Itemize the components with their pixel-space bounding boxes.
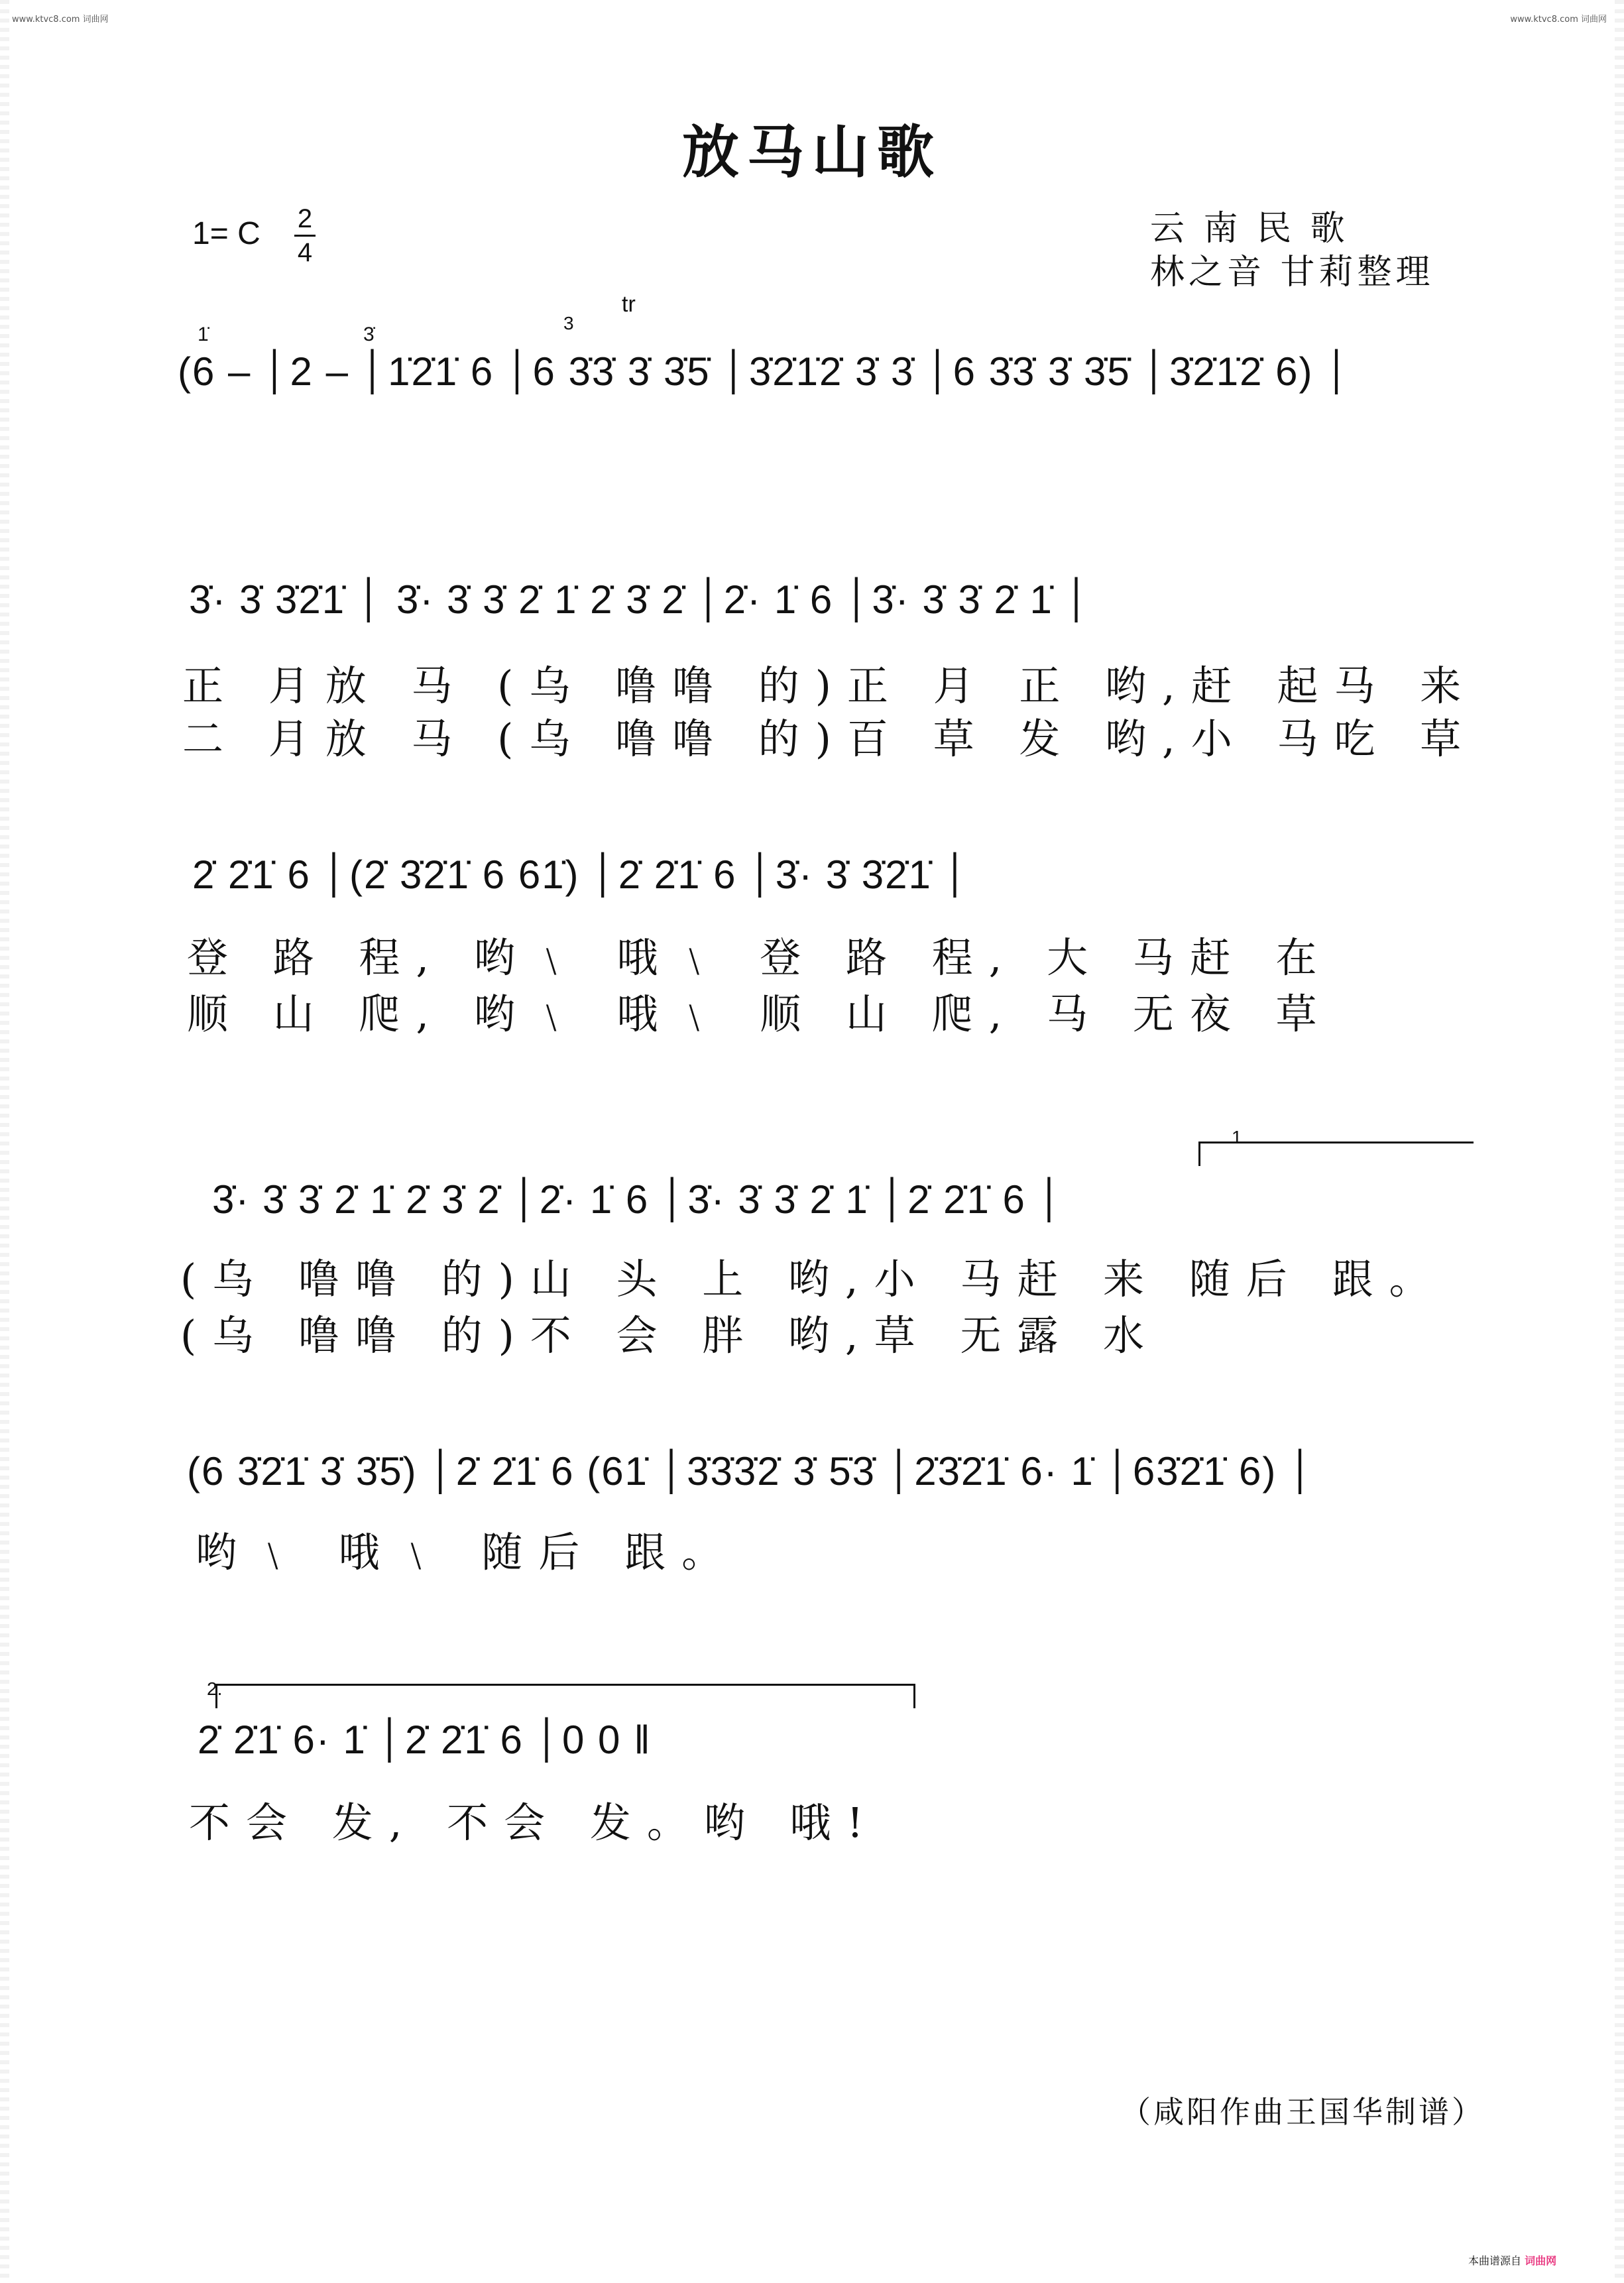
- song-title: 放马山歌: [682, 119, 942, 186]
- watermark-top-right: www.ktvc8.com 词曲网: [1510, 15, 1607, 25]
- lyric-row-3-verse-2: 顺 山 爬, 哟﹨ 哦﹨ 顺 山 爬, 马 无夜 草: [187, 990, 1333, 1038]
- lyric-row-5-verse-1: 哟﹨ 哦﹨ 随后 跟。: [196, 1528, 739, 1576]
- trill-mark: tr: [622, 292, 636, 317]
- notation-row-5: (6 3̇2̇1̇ 3̇ 3̇5̇) │2̇ 2̇1̇ 6 (61̇ │3̇3̇3̇2̇ 3̇ 5̇3̇ │2̇3̇2̇1̇ 6· 1̇ │63̇2̇1̇ 6) │: [187, 1449, 1316, 1493]
- right-edge-pattern: [1615, 0, 1624, 2283]
- bottom-watermark: [1468, 2253, 1556, 2268]
- triplet-mark: 3: [563, 313, 574, 333]
- grace-note: 3̇: [363, 323, 375, 345]
- notation-row-3: 2̇ 2̇1̇ 6 │(2̇ 3̇2̇1̇ 6 61̇) │2̇ 2̇1̇ 6 │3̇· 3̇ 3̇2̇1̇ │: [192, 852, 971, 897]
- lyric-row-4-verse-1: (乌 噜噜 的)山 头 上 哟,小 马赶 来 随后 跟。: [180, 1255, 1446, 1303]
- time-signature-bottom: 4: [297, 238, 313, 267]
- song-arranger: 林之音 甘莉整理: [1150, 253, 1434, 292]
- lyric-row-2-verse-2: 二 月放 马 (乌 噜噜 的)百 草 发 哟,小 马吃 草: [182, 715, 1478, 763]
- notation-row-4: 3̇· 3̇ 3̇ 2̇ 1̇ 2̇ 3̇ 2̇ │2̇· 1̇ 6 │3̇· 3̇ 3̇ 2̇ 1̇ │2̇ 2̇1̇ 6 │: [212, 1177, 1065, 1222]
- time-signature-top: 2: [297, 204, 313, 233]
- lyric-row-2-verse-1: 正 月放 马 (乌 噜噜 的)正 月 正 哟,赶 起马 来: [182, 662, 1478, 710]
- notation-row-6: 2̇ 2̇1̇ 6· 1̇ │2̇ 2̇1̇ 6 │0 0 ‖: [198, 1718, 652, 1762]
- grace-note: 1̇: [198, 323, 209, 345]
- second-ending-label: 2.: [207, 1678, 223, 1699]
- watermark-top-left: www.ktvc8.com 词曲网: [12, 15, 109, 25]
- transcriber-credit: （咸阳作曲王国华制谱）: [1120, 2094, 1485, 2130]
- lyric-row-6-verse-1: 不会 发, 不会 发。哟 哦!: [189, 1798, 880, 1847]
- watermark-brand: 词曲网: [1525, 2254, 1557, 2267]
- notation-row-1: (6 – │2 – │1̇2̇1̇ 6 │6 3̇3̇ 3̇ 3̇5̇ │3̇2̇1̇2̇ 3̇ 3̇ │6 3̇3̇ 3̇ 3̇5̇ │3̇2̇1̇2̇ 6) │: [178, 349, 1352, 394]
- second-ending-bracket: [215, 1684, 915, 1708]
- first-ending-label: 1.: [1232, 1127, 1247, 1147]
- left-edge-pattern: [0, 0, 9, 2283]
- key-signature: 1= C: [192, 216, 261, 251]
- notation-row-2: 3̇· 3̇ 3̇2̇1̇ │ 3̇· 3̇ 3̇ 2̇ 1̇ 2̇ 3̇ 2̇ │2̇· 1̇ 6 │3̇· 3̇ 3̇ 2̇ 1̇ │: [189, 577, 1092, 622]
- song-origin: 云 南 民 歌: [1150, 209, 1349, 249]
- lyric-row-4-verse-2: (乌 噜噜 的)不 会 胖 哟,草 无露 水: [180, 1311, 1161, 1360]
- lyric-row-3-verse-1: 登 路 程, 哟﹨ 哦﹨ 登 路 程, 大 马赶 在: [187, 933, 1333, 982]
- time-signature: [292, 204, 318, 267]
- watermark-source-text: 本曲谱源自: [1468, 2254, 1522, 2267]
